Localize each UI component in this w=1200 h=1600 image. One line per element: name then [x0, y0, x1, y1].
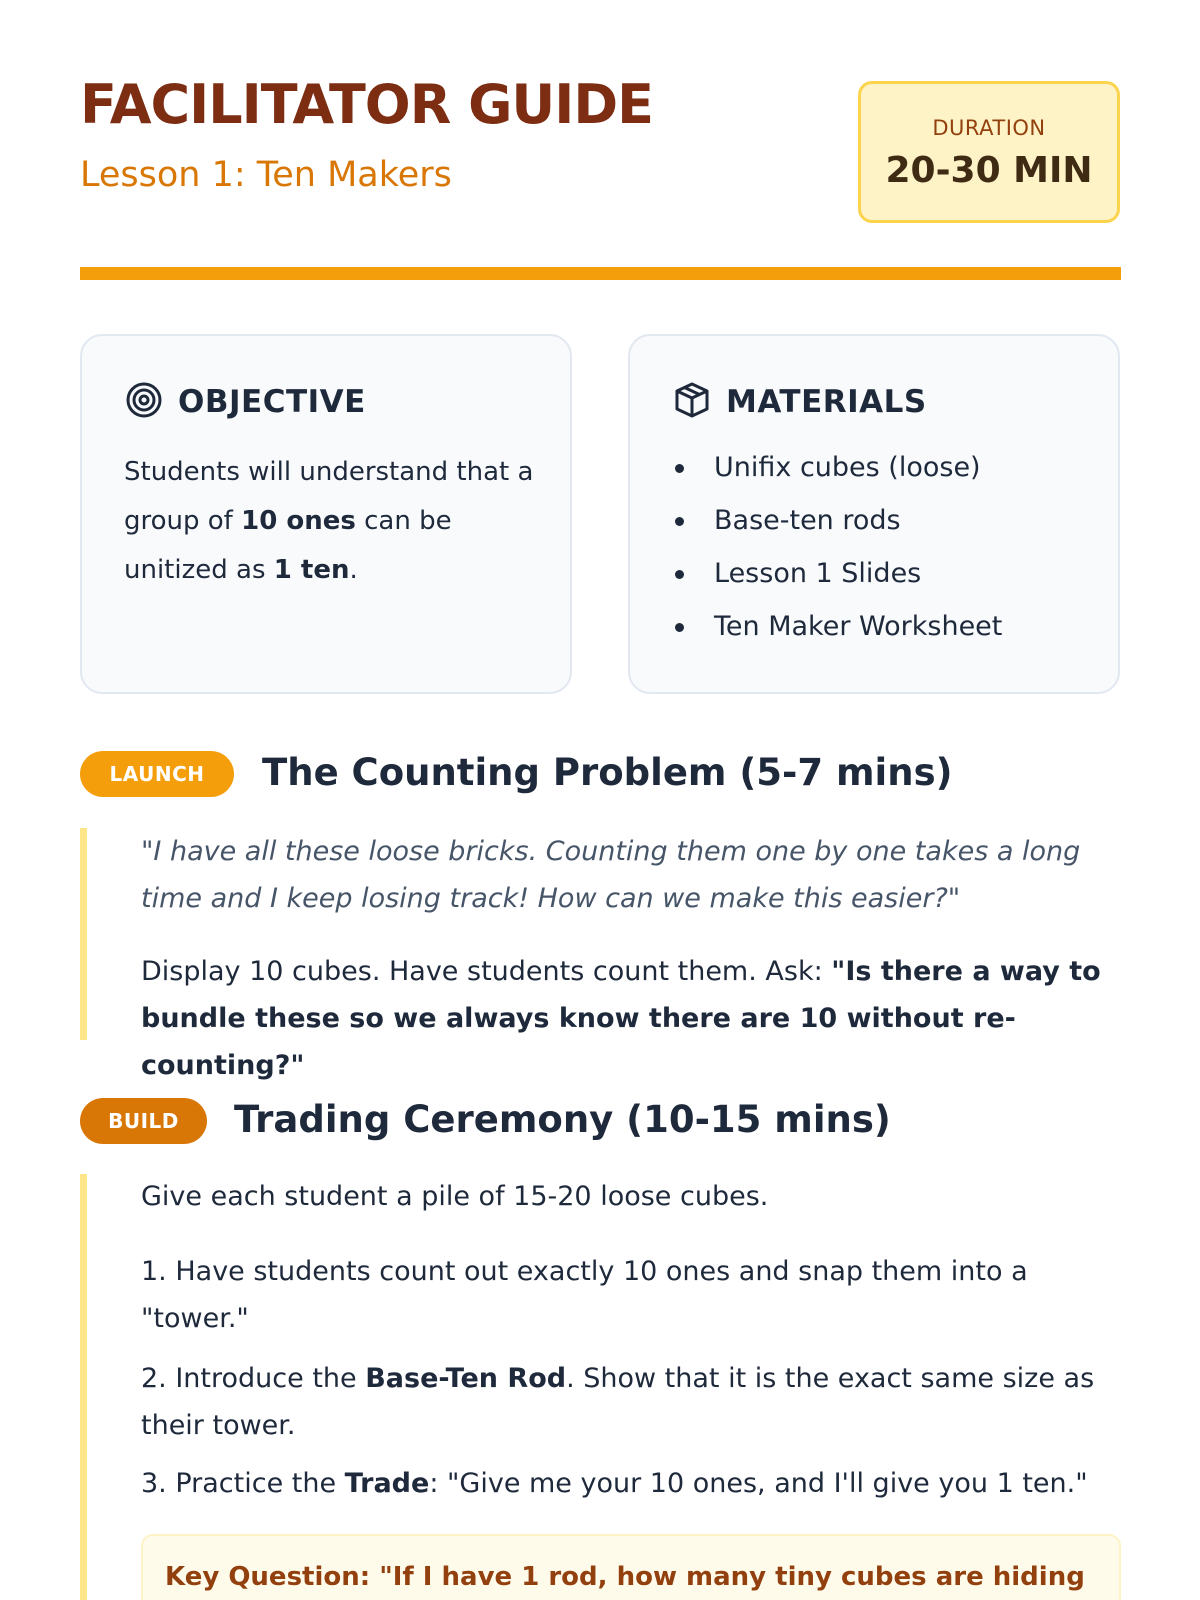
launch-badge: LAUNCH — [80, 751, 234, 797]
build-step-2: 2. Introduce the Base-Ten Rod. Show that it is the exact same size as their tower. — [141, 1363, 1095, 1441]
launch-instruction: Display 10 cubes. Have students count them. Ask: "Is there a way to bundle these so we always know there are 10 without re-counting?" — [141, 956, 1101, 1081]
build-step-1: 1. Have students count out exactly 10 ones and snap them into a "tower." — [141, 1256, 1028, 1334]
list-item: Lesson 1 Slides — [672, 554, 1002, 607]
objective-text: Students will understand that a group of 10 ones can be unitized as 1 ten. — [124, 457, 534, 585]
build-accent-bar — [80, 1174, 87, 1600]
list-item: Ten Maker Worksheet — [672, 607, 1002, 660]
materials-header — [672, 380, 927, 424]
header-divider — [80, 267, 1121, 280]
list-item: Unifix cubes (loose) — [672, 448, 1002, 501]
build-badge: BUILD — [80, 1098, 207, 1144]
build-step-3: 3. Practice the Trade: "Give me your 10 ones, and I'll give you 1 ten." — [141, 1468, 1088, 1499]
launch-question: "Is there a way to bundle these so we always know there are 10 without re-counting?" — [141, 956, 1101, 1081]
materials-title: MATERIALS — [726, 384, 927, 420]
launch-title: The Counting Problem (5-7 mins) — [262, 751, 953, 794]
objective-header — [124, 380, 366, 424]
list-item: Base-ten rods — [672, 501, 1002, 554]
key-question-box — [141, 1534, 1121, 1600]
build-intro: Give each student a pile of 15-20 loose cubes. — [141, 1181, 769, 1212]
materials-card — [628, 334, 1120, 694]
build-title: Trading Ceremony (10-15 mins) — [234, 1098, 891, 1141]
duration-value: 20-30 MIN — [885, 150, 1093, 191]
duration-badge — [858, 81, 1120, 223]
objective-card — [80, 334, 572, 694]
launch-quote: "I have all these loose bricks. Counting them one by one takes a long time and I keep losing track! How can we make this easier?" — [141, 836, 1081, 914]
page-title: FACILITATOR GUIDE — [80, 73, 654, 136]
materials-list — [672, 448, 1002, 660]
duration-label: DURATION — [932, 116, 1046, 140]
target-icon — [124, 380, 164, 424]
box-icon — [672, 380, 712, 424]
objective-title: OBJECTIVE — [178, 384, 366, 420]
key-question-text: Key Question: "If I have 1 rod, how many tiny cubes are hiding — [165, 1562, 1085, 1592]
lesson-subtitle: Lesson 1: Ten Makers — [80, 155, 452, 195]
launch-accent-bar — [80, 828, 87, 1040]
